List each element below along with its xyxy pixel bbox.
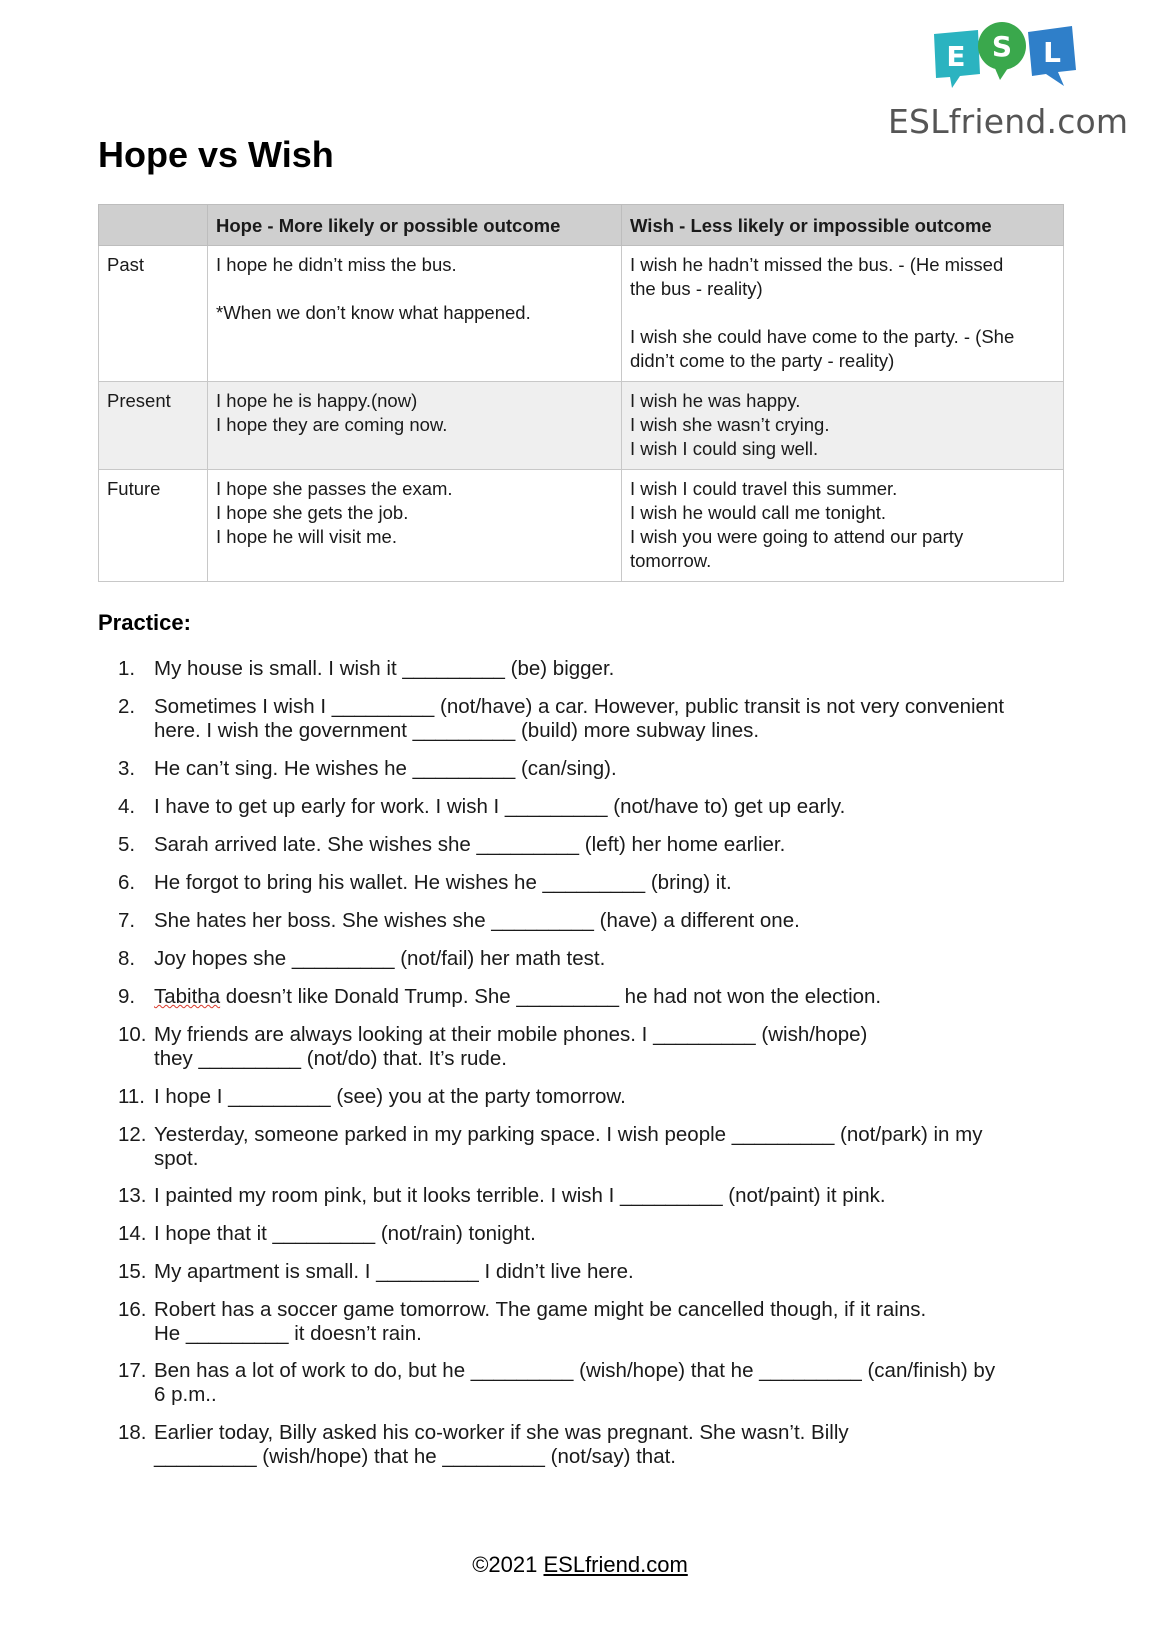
item-line: Sometimes I wish I _________ (not/have) a car. However, public transit is not very convenient [154, 695, 1005, 718]
footer-copyright: ©2021 [472, 1552, 544, 1577]
wish-example: I wish I could sing well. [630, 438, 819, 459]
wish-cell [622, 382, 1064, 470]
hope-example: I hope she passes the exam. [216, 478, 453, 499]
wish-example: didn’t come to the party - reality) [630, 350, 895, 371]
item-line: Joy hopes she _________ (not/fail) her math test. [154, 947, 606, 970]
item-line: I have to get up early for work. I wish I _________ (not/have to) get up early. [154, 795, 846, 818]
item-text [154, 795, 1076, 819]
item-line: Robert has a soccer game tomorrow. The game might be cancelled though, if it rains. [154, 1298, 927, 1321]
item-text [154, 871, 1076, 895]
item-text [154, 657, 1076, 681]
hope-wish-table [98, 204, 1064, 582]
item-number: 4. [118, 795, 136, 818]
item-number: 10. [118, 1023, 147, 1046]
item-number: 12. [118, 1123, 147, 1146]
hope-example: I hope they are coming now. [216, 414, 448, 435]
item-number: 17. [118, 1359, 147, 1382]
svg-text:L: L [1043, 36, 1061, 69]
spellcheck-word: Tabitha [154, 985, 221, 1008]
table-row [99, 382, 1064, 470]
item-text [154, 1184, 1076, 1208]
item-text [154, 1359, 1076, 1407]
item-line: they _________ (not/do) that. It’s rude. [154, 1047, 507, 1070]
item-line: here. I wish the government _________ (build) more subway lines. [154, 719, 760, 742]
wish-example: tomorrow. [630, 550, 712, 571]
item-number: 16. [118, 1298, 147, 1321]
item-text [154, 947, 1076, 971]
item-line: My apartment is small. I _________ I didn’t live here. [154, 1260, 634, 1283]
hope-cell [208, 470, 622, 582]
wish-cell [622, 470, 1064, 582]
item-text [154, 1298, 1076, 1346]
page-title: Hope vs Wish [98, 134, 334, 175]
logo-bubble-e [934, 30, 980, 88]
hope-example: I hope he didn’t miss the bus. [216, 254, 457, 275]
item-text [154, 1222, 1076, 1246]
item-text [154, 695, 1076, 743]
logo-bubble-s [978, 22, 1026, 80]
wish-example: I wish I could travel this summer. [630, 478, 898, 499]
item-line: Sarah arrived late. She wishes she _________ (left) her home earlier. [154, 833, 786, 856]
item-number: 11. [118, 1085, 145, 1108]
row-label: Future [99, 470, 208, 582]
item-text [154, 833, 1076, 857]
wish-example: I wish she could have come to the party. - (She [630, 326, 1015, 347]
wish-example: I wish he would call me tonight. [630, 502, 887, 523]
item-line: _________ (wish/hope) that he _________ (not/say) that. [154, 1445, 676, 1468]
logo-wordmark: ESLfriend.com [888, 102, 1129, 141]
item-number: 6. [118, 871, 136, 894]
item-text [154, 1085, 1076, 1109]
item-line: He _________ it doesn’t rain. [154, 1322, 422, 1345]
item-line: He forgot to bring his wallet. He wishes he _________ (bring) it. [154, 871, 732, 894]
item-line: spot. [154, 1147, 199, 1170]
hope-example: I hope he will visit me. [216, 526, 397, 547]
table-header-hope: Hope - More likely or possible outcome [208, 205, 622, 246]
item-number: 5. [118, 833, 136, 856]
item-text [154, 1421, 1076, 1469]
item-number: 1. [118, 657, 136, 680]
item-line: I hope I _________ (see) you at the party tomorrow. [154, 1085, 626, 1108]
item-line: Yesterday, someone parked in my parking space. I wish people _________ (not/park) in my [154, 1123, 983, 1146]
wish-example: I wish he was happy. [630, 390, 801, 411]
item-line: Earlier today, Billy asked his co-worker if she was pregnant. She wasn’t. Billy [154, 1421, 849, 1444]
item-number: 9. [118, 985, 136, 1008]
item-line: My friends are always looking at their mobile phones. I _________ (wish/hope) [154, 1023, 868, 1046]
table-header-row [99, 205, 1064, 246]
item-line: He can’t sing. He wishes he _________ (can/sing). [154, 757, 617, 780]
wish-example: I wish he hadn’t missed the bus. - (He missed [630, 254, 1004, 275]
logo-speech-bubbles [930, 22, 1090, 106]
item-number: 14. [118, 1222, 147, 1245]
item-number: 3. [118, 757, 136, 780]
hope-example: *When we don’t know what happened. [216, 302, 531, 323]
footer [0, 1552, 1160, 1578]
item-text [154, 1123, 1076, 1171]
table-header-wish: Wish - Less likely or impossible outcome [622, 205, 1064, 246]
item-line: My house is small. I wish it _________ (be) bigger. [154, 657, 615, 680]
hope-example: I hope she gets the job. [216, 502, 409, 523]
table-row [99, 246, 1064, 382]
item-line: She hates her boss. She wishes she _________ (have) a different one. [154, 909, 800, 932]
footer-link[interactable]: ESLfriend.com [543, 1552, 688, 1577]
wish-cell [622, 246, 1064, 382]
item-text [154, 1023, 1076, 1071]
item-line: Ben has a lot of work to do, but he _________ (wish/hope) that he _________ (can/finish) by [154, 1359, 996, 1382]
item-line: I hope that it _________ (not/rain) tonight. [154, 1222, 536, 1245]
table-header-empty [99, 205, 208, 246]
item-line: 6 p.m.. [154, 1383, 217, 1406]
item-number: 2. [118, 695, 136, 718]
item-number: 7. [118, 909, 136, 932]
svg-text:S: S [991, 30, 1013, 63]
wish-example: I wish you were going to attend our party [630, 526, 964, 547]
cell-spacer [630, 301, 1055, 325]
eslfriend-logo [888, 22, 1129, 142]
item-number: 8. [118, 947, 136, 970]
wish-example: I wish she wasn’t crying. [630, 414, 830, 435]
svg-text:E: E [946, 40, 966, 73]
item-line: I painted my room pink, but it looks terrible. I wish I _________ (not/paint) it pink. [154, 1184, 886, 1207]
cell-spacer [216, 277, 613, 301]
item-line: Tabitha doesn’t like Donald Trump. She _________ he had not won the election. [154, 985, 882, 1008]
row-label: Present [99, 382, 208, 470]
hope-example: I hope he is happy.(now) [216, 390, 418, 411]
item-number: 15. [118, 1260, 147, 1283]
row-label: Past [99, 246, 208, 382]
hope-cell [208, 246, 622, 382]
item-text [154, 909, 1076, 933]
practice-heading: Practice: [98, 610, 191, 635]
table-row [99, 470, 1064, 582]
logo-bubble-l [1028, 26, 1076, 86]
item-text [154, 757, 1076, 781]
item-text [154, 1260, 1076, 1284]
wish-example: the bus - reality) [630, 278, 763, 299]
item-text [154, 985, 1076, 1009]
hope-cell [208, 382, 622, 470]
item-number: 18. [118, 1421, 147, 1444]
item-number: 13. [118, 1184, 147, 1207]
